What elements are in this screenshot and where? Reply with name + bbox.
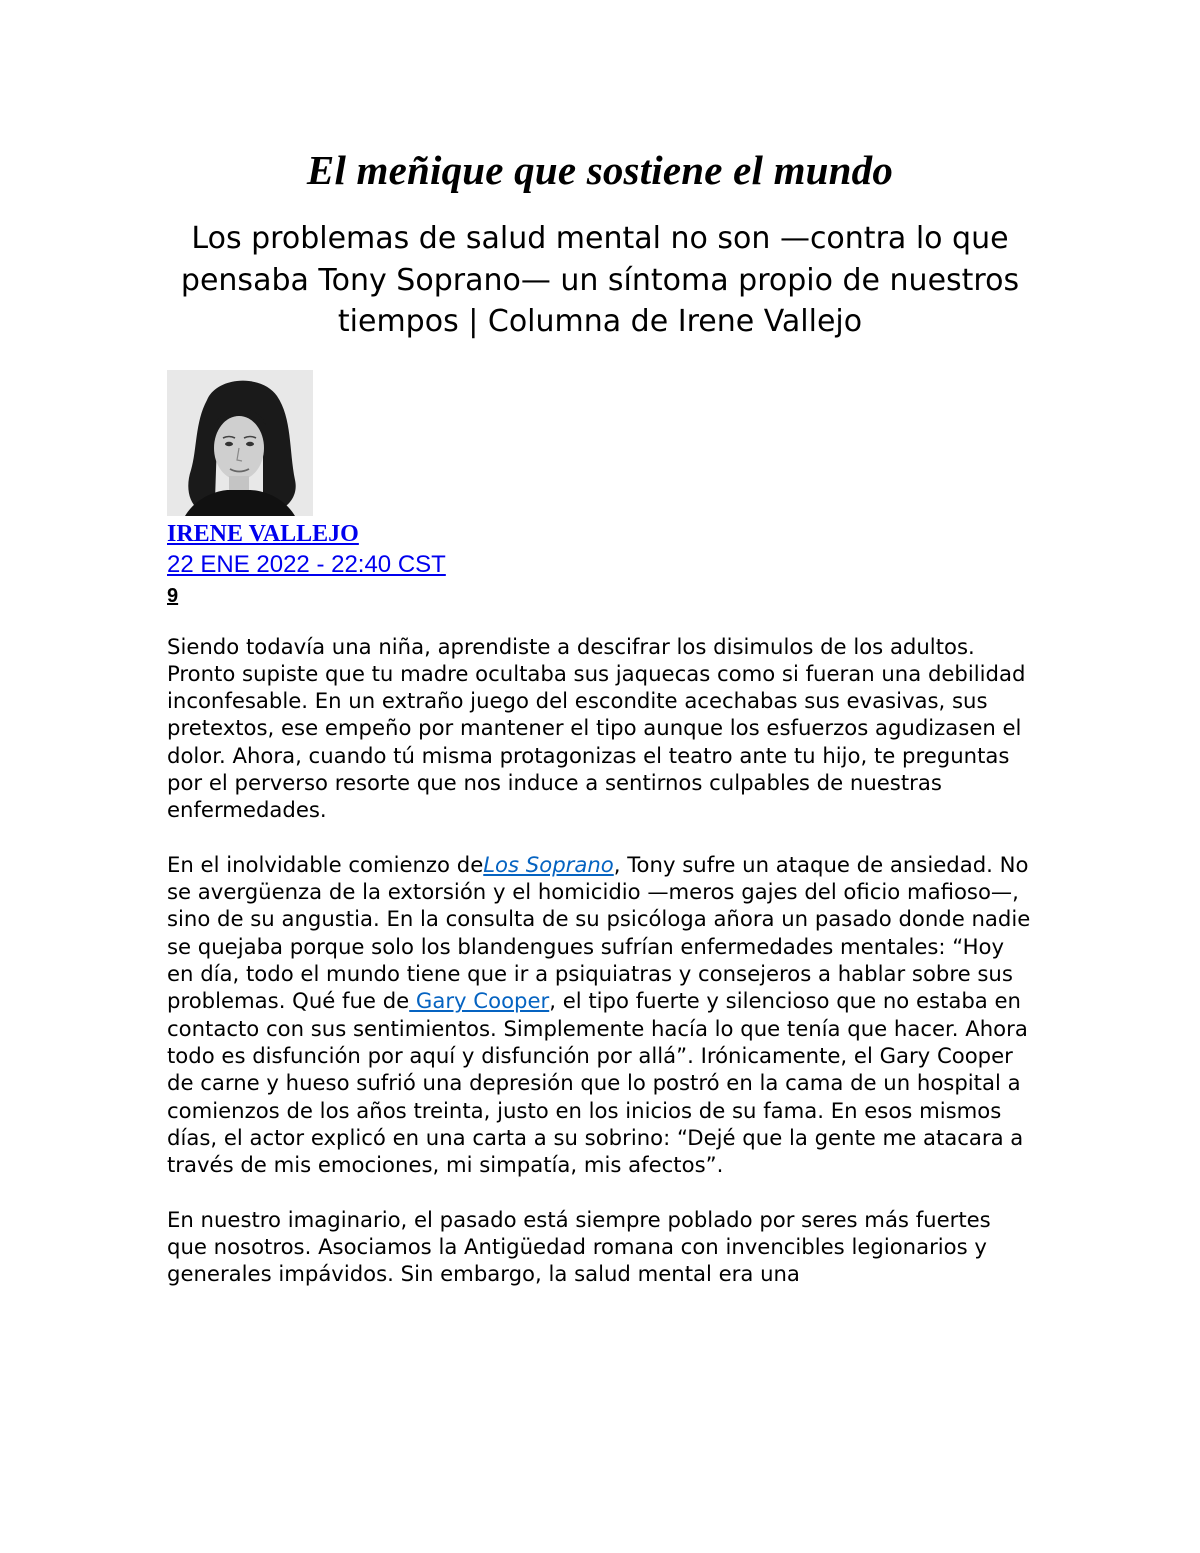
author-link[interactable]: IRENE VALLEJO bbox=[167, 520, 359, 547]
document-page bbox=[167, 140, 1033, 1315]
article-subtitle: Los problemas de salud mental no son —contra lo que pensaba Tony Soprano— un síntoma propio de nuestros tiempos | Columna de Irene Vallejo bbox=[180, 221, 1020, 339]
date-link[interactable]: 22 ENE 2022 - 22:40 CST bbox=[167, 550, 446, 578]
paragraph-text: , el tipo fuerte y silencioso que no estaba en contacto con sus sentimientos. Simplemente hacía lo que tenía que hacer. Ahora todo es disfunción por aquí y disfunción por allá”. Irónicamente, el Gary Cooper de carne y hueso sufrió una depresión que lo postró en la cama de un hospital a comienzos de los años treinta, justo en los inicios de su fama. En esos mismos días, el actor explicó en una carta a su sobrino: “Dejé que la gente me atacara a través de mis emociones, mi simpatía, mis afectos”. bbox=[167, 988, 1028, 1178]
paragraph-2 bbox=[167, 851, 1037, 1179]
paragraph-3: En nuestro imaginario, el pasado está siempre poblado por seres más fuertes que nosotros. Asociamos la Antigüedad romana con invencibles legionarios y generales impávidos. Sin embargo, la salud mental era una bbox=[167, 1206, 991, 1287]
article-body bbox=[167, 633, 1037, 1288]
comments-count-link[interactable]: 9 bbox=[167, 584, 179, 607]
los-soprano-link[interactable]: Los Soprano bbox=[483, 851, 614, 877]
paragraph-text: , Tony sufre un ataque de ansiedad. No se avergüenza de la extorsión y el homicidio —meros gajes del oficio mafioso—, sino de su angustia. En la consulta de su psicóloga añora un pasado donde nadie se quejaba porque solo los blandengues sufrían enfermedades mentales: “Hoy en día, todo el mundo tiene que ir a psiquiatras y consejeros a hablar sobre sus problemas. Qué fue de bbox=[167, 851, 1031, 1014]
author-portrait-icon bbox=[167, 370, 313, 516]
byline bbox=[167, 370, 1033, 610]
article-title: El meñique que sostiene el mundo bbox=[306, 147, 894, 193]
gary-cooper-link[interactable]: Gary Cooper bbox=[409, 988, 550, 1014]
paragraph-1: Siendo todavía una niña, aprendiste a descifrar los disimulos de los adultos. Pronto supiste que tu madre ocultaba sus jaquecas como si fueran una debilidad inconfesable. En un extraño juego del escondite acechabas sus evasivas, sus pretextos, ese empeño por mantener el tipo aunque los esfuerzos agudizasen el dolor. Ahora, cuando tú misma protagonizas el teatro ante tu hijo, te preguntas por el perverso resorte que nos induce a sentirnos culpables de nuestras enfermedades. bbox=[167, 633, 1026, 823]
paragraph-text: En el inolvidable comienzo de bbox=[167, 851, 484, 877]
